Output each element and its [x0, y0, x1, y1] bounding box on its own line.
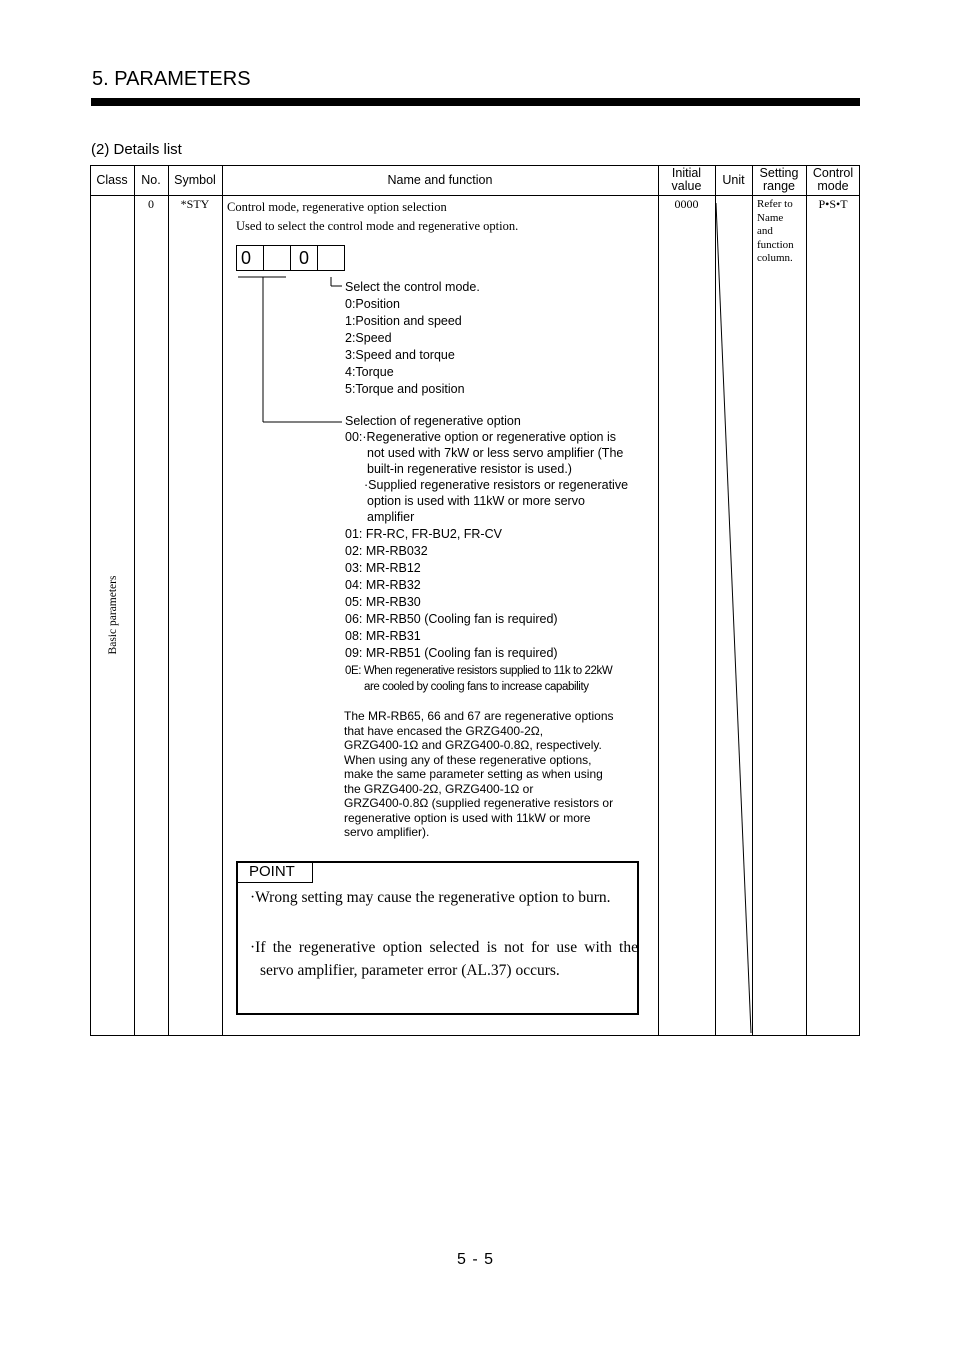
regen-note — [344, 709, 614, 840]
col-header-name: Name and function — [387, 173, 493, 187]
digit-connector-lines — [236, 270, 356, 430]
col-header-control-line2: mode — [817, 179, 849, 193]
column-divider — [134, 165, 135, 1036]
col-header-setting-range — [752, 167, 806, 193]
setting-range-line: column. — [757, 252, 793, 264]
regen-option-00: 00:·Regenerative option or regenerative option is — [345, 430, 617, 444]
regen-option: 03: MR-RB12 — [345, 561, 421, 575]
setting-range-line: Refer to — [757, 198, 793, 210]
col-header-initial-line2: value — [671, 179, 702, 193]
note-line: servo amplifier). — [344, 825, 430, 839]
function-title: Control mode, regenerative option selection — [227, 200, 447, 214]
parameter-number: 0 — [148, 197, 154, 211]
regen-option-list — [345, 413, 628, 525]
point-label: POINT — [236, 861, 313, 883]
regen-option-00-cont: not used with 7kW or less servo amplifier (The — [367, 446, 624, 460]
regen-option-codes — [345, 526, 558, 662]
regen-option-00-cont: amplifier — [367, 510, 415, 524]
regen-option-0e — [345, 663, 612, 695]
class-label: Basic parameters — [107, 575, 119, 655]
setting-range-line: and — [757, 225, 773, 237]
col-header-no: No. — [141, 173, 161, 187]
digit-value: 0 — [241, 248, 252, 268]
regen-option: 06: MR-RB50 (Cooling fan is required) — [345, 612, 558, 626]
setting-range — [757, 198, 805, 266]
initial-value: 0000 — [674, 197, 699, 211]
title-rule — [91, 98, 860, 106]
section-heading: (2) Details list — [91, 141, 182, 158]
setting-range-line: Name — [757, 211, 784, 224]
note-line: When using any of these regenerative options, — [344, 752, 592, 767]
control-mode-list — [345, 279, 480, 398]
point-bullet-2: ·If the regenerative option selected is not for use with the servo amplifier, parameter error (AL.37) occurs. — [250, 939, 638, 979]
regen-option-00-cont: option is used with 11kW or more servo — [367, 494, 585, 508]
col-header-unit: Unit — [722, 173, 745, 187]
control-mode-option: 3:Speed and torque — [345, 348, 455, 362]
digit-box-4 — [317, 245, 345, 271]
column-divider — [222, 165, 223, 1036]
regen-option: 02: MR-RB032 — [345, 544, 428, 558]
control-mode-option: 1:Position and speed — [345, 314, 462, 328]
control-mode-option: 2:Speed — [345, 331, 392, 345]
setting-range-line: function — [757, 238, 794, 251]
control-mode: P•S•T — [818, 197, 848, 211]
regen-option-00-cont: ·Supplied regenerative resistors or regenerative — [364, 478, 629, 492]
col-header-setting-line2: range — [763, 179, 795, 193]
column-divider — [658, 165, 659, 1036]
note-line: GRZG400-1Ω and GRZG400-0.8Ω, respectively. — [344, 738, 602, 752]
note-line: GRZG400-0.8Ω (supplied regenerative resistors or — [344, 796, 614, 810]
note-line: regenerative option is used with 11kW or more — [344, 810, 591, 825]
col-header-initial-line1: Initial — [671, 166, 702, 180]
col-header-control-mode — [806, 167, 860, 193]
regen-option: 01: FR-RC, FR-BU2, FR-CV — [345, 527, 502, 541]
col-header-initial-value — [658, 167, 715, 193]
control-mode-option: 0:Position — [345, 297, 400, 311]
col-header-symbol: Symbol — [174, 173, 216, 187]
regen-option: 08: MR-RB31 — [345, 629, 421, 643]
point-bullet-1: ·Wrong setting may cause the regenerative option to burn. — [250, 889, 611, 906]
parameter-symbol: *STY — [180, 197, 210, 211]
note-line: The MR-RB65, 66 and 67 are regenerative options — [344, 709, 614, 723]
regen-option-0e-line: 0E: When regenerative resistors supplied to 11k to 22kW — [345, 665, 613, 677]
page-number: 5 - 5 — [457, 1251, 495, 1268]
col-header-class: Class — [96, 173, 128, 187]
control-mode-option: 5:Torque and position — [345, 382, 465, 396]
digit-box-2 — [263, 245, 291, 271]
regen-option-0e-line: are cooled by cooling fans to increase capability — [364, 681, 589, 693]
page-title: 5. PARAMETERS — [92, 68, 251, 90]
regen-heading: Selection of regenerative option — [345, 414, 521, 428]
unit-not-applicable-slash — [715, 195, 753, 1036]
regen-option: 09: MR-RB51 (Cooling fan is required) — [345, 646, 558, 660]
function-description: Used to select the control mode and regenerative option. — [236, 219, 519, 233]
col-header-setting-line1: Setting — [759, 166, 799, 180]
note-line: the GRZG400-2Ω, GRZG400-1Ω or — [344, 781, 534, 796]
digit-value: 0 — [299, 248, 310, 268]
note-line: make the same parameter setting as when using — [344, 767, 603, 781]
column-divider — [168, 165, 169, 1036]
column-divider — [806, 165, 807, 1036]
note-line: that have encased the GRZG400-2Ω, — [344, 723, 544, 738]
regen-option-00-cont: built-in regenerative resistor is used.) — [367, 462, 572, 476]
control-mode-heading: Select the control mode. — [345, 280, 480, 294]
regen-option: 04: MR-RB32 — [345, 578, 421, 592]
col-header-control-line1: Control — [812, 166, 854, 180]
regen-option: 05: MR-RB30 — [345, 595, 421, 609]
slash-line — [716, 203, 751, 1033]
control-mode-option: 4:Torque — [345, 365, 394, 379]
